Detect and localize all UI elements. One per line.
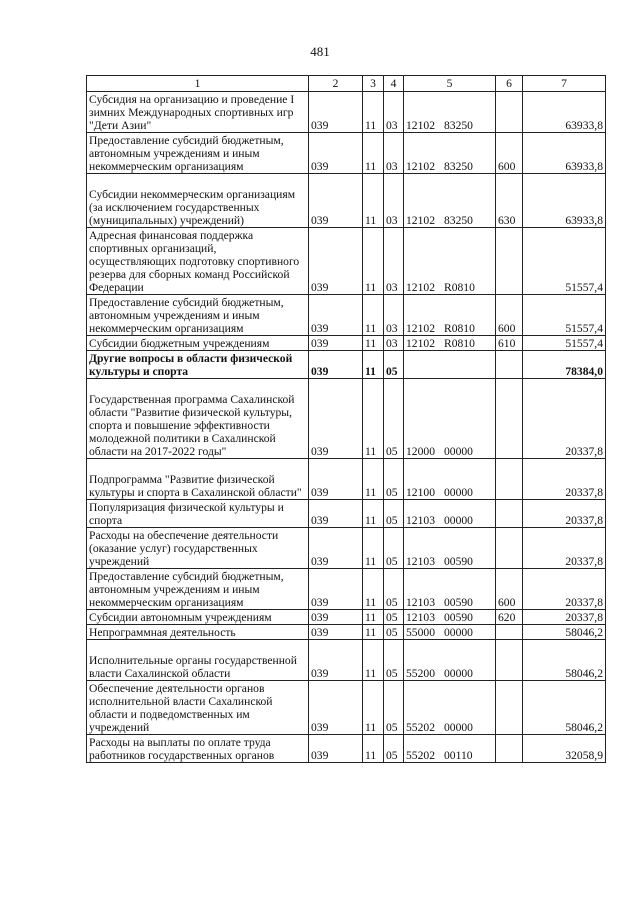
row-target-article-part1: 12102 [406,337,435,350]
row-subsection: 05 [384,625,404,640]
row-subsection: 05 [384,351,404,379]
row-ministry-code: 039 [309,500,363,528]
row-ministry-code: 039 [309,336,363,351]
row-subsection: 05 [384,610,404,625]
row-amount: 51557,4 [523,336,606,351]
row-ministry-code: 039 [309,735,363,763]
row-ministry-code: 039 [309,228,363,295]
row-target-article [404,174,496,228]
row-amount: 20337,8 [523,528,606,569]
row-expense-type [496,500,523,528]
header-col-7: 7 [523,76,606,92]
table-row [87,625,606,640]
row-section: 11 [363,625,384,640]
header-col-3: 3 [363,76,384,92]
table-row [87,681,606,735]
row-ministry-code: 039 [309,295,363,336]
page-number: 481 [310,44,330,59]
row-name: Предоставление субсидий бюджетным, автономным учреждениям и иным некоммерческим организациям [87,569,309,610]
row-name: Предоставление субсидий бюджетным, автономным учреждениям и иным некоммерческим организациям [87,133,309,174]
row-subsection: 03 [384,174,404,228]
row-amount: 32058,9 [523,735,606,763]
table-row [87,379,606,459]
row-subsection: 03 [384,133,404,174]
row-target-article-part2: 00000 [443,445,473,458]
row-target-article [404,379,496,459]
row-section: 11 [363,500,384,528]
row-target-article [404,625,496,640]
row-target-article [404,569,496,610]
row-expense-type [496,681,523,735]
row-target-article-part2: 83250 [443,119,473,132]
table-row [87,610,606,625]
header-row [87,76,606,92]
row-section: 11 [363,92,384,133]
row-section: 11 [363,459,384,500]
table-row [87,459,606,500]
row-target-article [404,459,496,500]
row-expense-type [496,379,523,459]
row-target-article [404,295,496,336]
row-expense-type [496,640,523,681]
row-section: 11 [363,295,384,336]
row-name: Другие вопросы в области физической культуры и спорта [87,351,309,379]
row-target-article-part1: 12102 [406,214,435,227]
row-ministry-code: 039 [309,569,363,610]
row-subsection: 05 [384,500,404,528]
row-ministry-code: 039 [309,640,363,681]
row-target-article-part1: 12100 [406,486,435,499]
row-ministry-code: 039 [309,459,363,500]
row-target-article-part1: 12103 [406,611,435,624]
table-row [87,528,606,569]
row-target-article [404,640,496,681]
row-target-article [404,681,496,735]
row-target-article [404,133,496,174]
row-ministry-code: 039 [309,92,363,133]
row-target-article-part2: 00000 [443,514,473,527]
row-amount: 78384,0 [523,351,606,379]
row-expense-type: 620 [496,610,523,625]
row-expense-type [496,228,523,295]
row-target-article [404,528,496,569]
header-col-1: 1 [87,76,309,92]
row-expense-type [496,735,523,763]
row-name: Государственная программа Сахалинской области "Развитие физической культуры, спорта и повышение эффективности молодежной политики в Сахалинской области на 2017-2022 годы" [87,379,309,459]
row-ministry-code: 039 [309,351,363,379]
row-target-article-part1: 55000 [406,626,435,639]
row-name: Адресная финансовая поддержка спортивных организаций, осуществляющих подготовку спортивного резерва для сборных команд Российской Федерации [87,228,309,295]
row-ministry-code: 039 [309,133,363,174]
header-col-4: 4 [384,76,404,92]
row-name: Расходы на обеспечение деятельности (оказание услуг) государственных учреждений [87,528,309,569]
row-target-article-part2: 00000 [443,626,473,639]
row-subsection: 03 [384,336,404,351]
row-amount: 20337,8 [523,569,606,610]
row-target-article-part2: 00590 [443,611,473,624]
row-name: Субсидии некоммерческим организациям (за исключением государственных (муниципальных) учреждений) [87,174,309,228]
row-target-article [404,228,496,295]
row-ministry-code: 039 [309,681,363,735]
row-ministry-code: 039 [309,625,363,640]
row-expense-type: 630 [496,174,523,228]
row-target-article-part1: 55202 [406,721,435,734]
row-name: Предоставление субсидий бюджетным, автономным учреждениям и иным некоммерческим организациям [87,295,309,336]
row-expense-type: 610 [496,336,523,351]
row-name: Расходы на выплаты по оплате труда работников государственных органов [87,735,309,763]
row-amount: 20337,8 [523,379,606,459]
row-expense-type [496,625,523,640]
row-amount: 20337,8 [523,500,606,528]
row-section: 11 [363,379,384,459]
row-target-article [404,610,496,625]
row-target-article [404,500,496,528]
row-target-article-part1: 12000 [406,445,435,458]
row-subsection: 03 [384,92,404,133]
row-amount: 63933,8 [523,174,606,228]
row-target-article [404,92,496,133]
row-subsection: 05 [384,528,404,569]
row-name: Популяризация физической культуры и спорта [87,500,309,528]
row-target-article-part2: 00000 [443,486,473,499]
row-subsection: 03 [384,295,404,336]
row-target-article-part2: 00000 [443,721,473,734]
row-target-article-part1: 12102 [406,119,435,132]
row-name: Субсидии бюджетным учреждениям [87,336,309,351]
row-target-article [404,336,496,351]
row-target-article-part1: 12102 [406,281,435,294]
row-subsection: 05 [384,379,404,459]
row-section: 11 [363,640,384,681]
row-target-article-part1: 12103 [406,555,435,568]
row-amount: 58046,2 [523,625,606,640]
row-name: Исполнительные органы государственной власти Сахалинской области [87,640,309,681]
table-row [87,228,606,295]
table-row [87,295,606,336]
row-target-article [404,351,496,379]
row-section: 11 [363,133,384,174]
row-section: 11 [363,336,384,351]
row-target-article-part1: 12103 [406,514,435,527]
row-target-article-part1: 55200 [406,667,435,680]
row-target-article-part2: 00000 [443,667,473,680]
header-col-5: 5 [404,76,496,92]
row-target-article-part2: 00110 [443,749,473,762]
row-amount: 63933,8 [523,133,606,174]
row-target-article-part2: 00590 [443,596,473,609]
row-target-article-part2: R0810 [443,322,475,335]
row-section: 11 [363,528,384,569]
row-expense-type [496,92,523,133]
table-row [87,351,606,379]
row-ministry-code: 039 [309,528,363,569]
table-row [87,640,606,681]
row-expense-type [496,459,523,500]
row-target-article-part1: 12102 [406,322,435,335]
table-row [87,569,606,610]
table-row [87,133,606,174]
row-section: 11 [363,174,384,228]
row-amount: 51557,4 [523,295,606,336]
row-amount: 20337,8 [523,610,606,625]
row-subsection: 05 [384,681,404,735]
row-amount: 58046,2 [523,681,606,735]
table-row [87,174,606,228]
row-section: 11 [363,228,384,295]
row-target-article-part2: 83250 [443,160,473,173]
row-ministry-code: 039 [309,174,363,228]
row-name: Непрограммная деятельность [87,625,309,640]
row-target-article [404,735,496,763]
row-subsection: 05 [384,569,404,610]
table-row [87,92,606,133]
row-subsection: 03 [384,228,404,295]
table-row [87,500,606,528]
header-col-6: 6 [496,76,523,92]
row-expense-type [496,528,523,569]
row-expense-type: 600 [496,133,523,174]
row-amount: 51557,4 [523,228,606,295]
row-amount: 58046,2 [523,640,606,681]
row-target-article-part1: 12103 [406,596,435,609]
row-section: 11 [363,351,384,379]
row-target-article-part1: 55202 [406,749,435,762]
row-section: 11 [363,569,384,610]
row-expense-type [496,351,523,379]
row-subsection: 05 [384,735,404,763]
row-section: 11 [363,735,384,763]
table-row [87,336,606,351]
row-amount: 20337,8 [523,459,606,500]
row-ministry-code: 039 [309,610,363,625]
budget-table [86,75,606,763]
row-target-article-part2: 00590 [443,555,473,568]
row-expense-type: 600 [496,569,523,610]
row-section: 11 [363,610,384,625]
header-col-2: 2 [309,76,363,92]
row-target-article-part2: 83250 [443,214,473,227]
row-amount: 63933,8 [523,92,606,133]
row-ministry-code: 039 [309,379,363,459]
row-subsection: 05 [384,459,404,500]
row-expense-type: 600 [496,295,523,336]
row-section: 11 [363,681,384,735]
row-name: Субсидии автономным учреждениям [87,610,309,625]
row-target-article-part2: R0810 [443,337,475,350]
row-name: Обеспечение деятельности органов исполнительной власти Сахалинской области и подведомственных им учреждений [87,681,309,735]
row-target-article-part1: 12102 [406,160,435,173]
row-name: Подпрограмма "Развитие физической культуры и спорта в Сахалинской области" [87,459,309,500]
row-target-article-part2: R0810 [443,281,475,294]
row-subsection: 05 [384,640,404,681]
row-name: Субсидия на организацию и проведение I зимних Международных спортивных игр "Дети Азии" [87,92,309,133]
table-row [87,735,606,763]
